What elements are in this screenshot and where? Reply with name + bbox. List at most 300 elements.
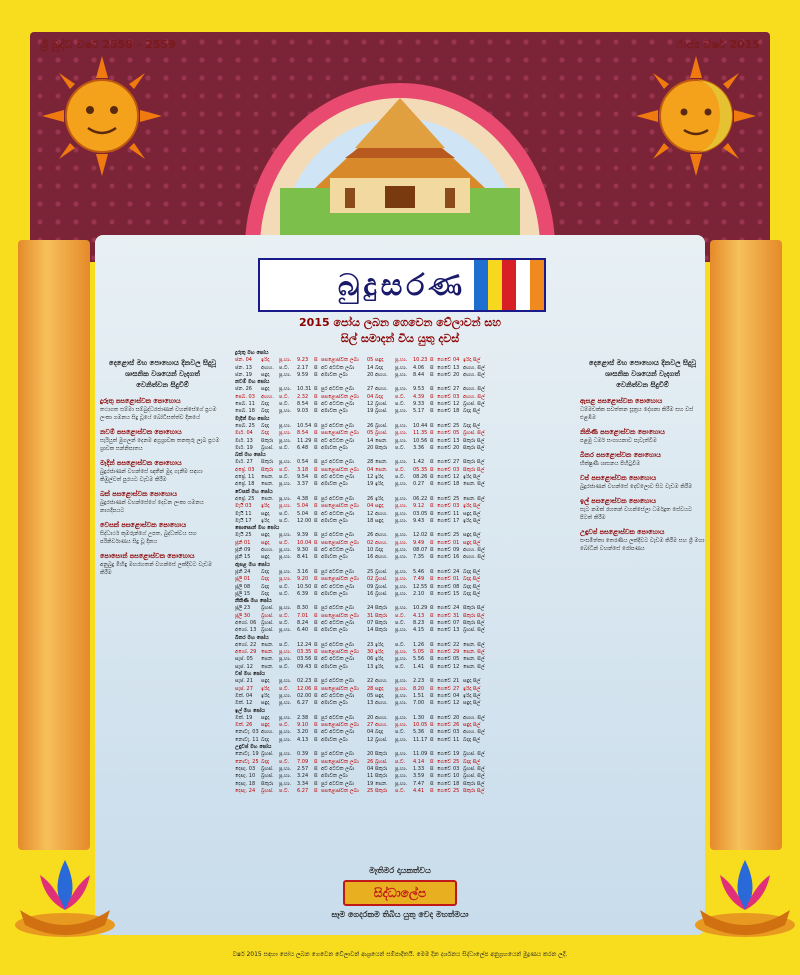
table-cell: පූ.භා. xyxy=(279,386,292,393)
table-cell: 04 xyxy=(453,692,460,699)
table-cell: 10.23 xyxy=(413,357,428,364)
table-cell: අප්‍රේ. 11 xyxy=(235,474,255,481)
table-cell: 10.54 xyxy=(297,422,312,429)
table-cell: 03 xyxy=(453,393,460,400)
table-cell: පූ.භා. xyxy=(279,773,292,780)
table-cell: අඟහ. සිල් xyxy=(463,547,485,554)
table-cell: පූ.භා. xyxy=(395,517,408,524)
table-cell: 4.38 xyxy=(297,495,309,502)
table-cell: අඟහ. xyxy=(261,393,274,400)
table-cell: සි xyxy=(430,692,434,699)
table-cell: පසළොස්වක ලබා xyxy=(321,466,359,473)
table-cell: පූ.භා. xyxy=(395,714,408,721)
table-row xyxy=(235,547,570,554)
sun-left-icon xyxy=(42,56,162,176)
table-row xyxy=(235,715,570,722)
table-cell: පූ.භා. xyxy=(279,692,292,699)
table-cell: සි xyxy=(430,751,434,758)
table-cell: ගෙවේ xyxy=(437,758,451,765)
table-cell: සි xyxy=(430,619,434,626)
table-cell: ප.ව. xyxy=(395,444,406,451)
table-cell: පූ.භා. xyxy=(279,481,292,488)
section-text: සිද්ධාර්ථ කුමරුන්ගේ උපත, බුද්ධත්වය සහ පරිනිර්වාණය සිදු වූ දිනය xyxy=(100,531,197,545)
section-heading: වප් පසළොස්වක පොහොය xyxy=(580,474,657,482)
table-cell: පූ.භා. xyxy=(279,357,292,364)
table-cell: ගෙවේ xyxy=(437,401,451,408)
table-cell: අඟහ. සිල් xyxy=(463,386,485,393)
table-cell: 2.57 xyxy=(297,765,309,772)
table-cell: දෙසැ. 18 xyxy=(235,780,256,787)
table-cell: 16 xyxy=(453,554,460,561)
table-cell: ප.ව. xyxy=(279,612,290,619)
table-cell: බදාදා සිල් xyxy=(463,568,481,575)
table-cell: 03.05 xyxy=(413,510,428,517)
table-cell: පූ.භා. xyxy=(279,547,292,554)
table-cell: 10.04 xyxy=(297,539,312,546)
sponsor-logo xyxy=(343,880,457,906)
table-cell: අඟහ. සිල් xyxy=(463,554,485,561)
table-cell: 19 ඉරිදා xyxy=(367,481,384,488)
table-cell: සි xyxy=(430,729,434,736)
table-row xyxy=(235,729,570,736)
table-cell: පූ.භා. xyxy=(279,495,292,502)
table-cell: 5.36 xyxy=(413,729,425,736)
right-panel-title xyxy=(580,358,705,391)
table-cell: 30 ඉරිදා xyxy=(367,649,384,656)
table-cell: පූ.භා. xyxy=(395,765,408,772)
table-cell: පූ.භා. xyxy=(279,751,292,758)
section-heading: නිකිණි පසළොස්වක පොහොය xyxy=(580,428,665,436)
table-cell: අව අටවක ලබා xyxy=(321,765,355,772)
table-cell: සි xyxy=(314,729,318,736)
table-cell: සි xyxy=(430,590,434,597)
table-cell: 06 ඉරිදා xyxy=(367,656,384,663)
table-cell: ජූලි 08 xyxy=(235,583,251,590)
table-cell: සි xyxy=(314,605,318,612)
table-cell: 12.00 xyxy=(297,517,312,524)
table-cell: සි xyxy=(314,357,318,364)
table-row xyxy=(235,620,570,627)
table-cell: ගෙවේ xyxy=(437,685,451,692)
table-cell: 05 xyxy=(453,430,460,437)
table-cell: සිකුරා xyxy=(261,466,274,473)
table-cell: ප.ව. xyxy=(279,401,290,408)
table-cell: අගෝ. 06 xyxy=(235,619,257,626)
table-cell: සි xyxy=(430,583,434,590)
table-cell: සි xyxy=(430,517,434,524)
section-heading: දුරුතු පසළොස්වක පොහොය xyxy=(100,397,181,405)
table-cell: සි xyxy=(430,656,434,663)
table-cell: 27 අඟහ. xyxy=(367,386,388,393)
table-cell: 14 සිකුරා xyxy=(367,627,388,634)
table-cell: 03 xyxy=(453,765,460,772)
table-row xyxy=(235,678,570,685)
table-row xyxy=(235,532,570,539)
table-cell: 22 xyxy=(453,641,460,648)
section-text: බුදුරජාණන් වහන්සේ දෙව්ලොව සිට වැඩම කිරීම xyxy=(580,484,693,490)
table-cell: 10.31 xyxy=(297,386,312,393)
table-cell: 19 සෙන. xyxy=(367,780,388,787)
table-cell: සිකුරා සිල් xyxy=(463,459,485,466)
table-cell: සි xyxy=(314,751,318,758)
table-cell: ජූලි 23 xyxy=(235,605,251,612)
table-cell: ප.ව. xyxy=(395,787,406,794)
table-cell: 6.27 xyxy=(297,787,309,794)
table-cell: 10 xyxy=(453,773,460,780)
table-cell: 25 xyxy=(453,422,460,429)
table-cell: ගෙවේ xyxy=(437,510,451,517)
table-cell: පසළොස්වක ලබා xyxy=(321,685,359,692)
table-cell: සි xyxy=(430,714,434,721)
table-cell: 07 xyxy=(453,619,460,626)
table-cell: 27 xyxy=(453,386,460,393)
table-cell: සිකුරා සිල් xyxy=(463,466,485,473)
table-cell: සි xyxy=(314,568,318,575)
table-cell: 20 අඟහ. xyxy=(367,371,388,378)
table-cell: 05 බ්‍රහස්. xyxy=(367,430,388,437)
section-text: ධම්මචක්ක පවත්තන සූත්‍රය දේශනා කිරීම සහ වස් එළඹීම xyxy=(580,407,694,421)
table-cell: 7.49 xyxy=(413,576,425,583)
table-row xyxy=(235,737,570,744)
table-row xyxy=(235,408,570,415)
table-cell: ජූනි 24 xyxy=(235,568,251,575)
table-cell: 11.35 xyxy=(413,430,428,437)
table-cell: 26 අඟහ. xyxy=(367,532,388,539)
table-cell: සි xyxy=(314,503,318,510)
table-cell: පූ.භා. xyxy=(279,430,292,437)
table-cell: ඉරිදා xyxy=(261,503,270,510)
table-cell: පූ.භා. xyxy=(395,554,408,561)
state-year: රාජ්‍ය වර්ෂ 2015 xyxy=(676,38,760,51)
month-heading: මැදින් මහ පෝය xyxy=(235,415,270,422)
buddhist-year: ශ්‍රී බුද්ධ වර්ෂ 2558 - 2559 xyxy=(40,38,176,51)
table-cell: මාර්. 19 xyxy=(235,444,253,451)
table-cell: සි xyxy=(430,532,434,539)
table-cell: 6.39 xyxy=(297,590,309,597)
table-cell: පුර අටවක ලබා xyxy=(321,641,354,648)
table-cell: පූ.භා. xyxy=(279,649,292,656)
table-cell: පූ.භා. xyxy=(395,583,408,590)
table-cell: පෙබ. 25 xyxy=(235,422,255,429)
table-cell: 11 xyxy=(453,510,460,517)
table-cell: අඟහ. සිල් xyxy=(463,729,485,736)
table-cell: ප.ව. xyxy=(395,474,406,481)
table-cell: පූ.භා. xyxy=(395,495,408,502)
table-cell: සඳුදා සිල් xyxy=(463,700,481,707)
table-cell: 17 xyxy=(453,517,460,524)
table-cell: 9.54 xyxy=(297,474,309,481)
table-cell: පූ.භා. xyxy=(395,357,408,364)
table-cell: සි xyxy=(314,590,318,597)
table-cell: බදාදා xyxy=(261,576,270,583)
table-cell: ඉරිදා සිල් xyxy=(463,503,481,510)
table-cell: ගෙවේ xyxy=(437,612,451,619)
table-cell: අමාවක ලබා xyxy=(321,371,348,378)
table-cell: ප.ව. xyxy=(395,612,406,619)
table-cell: සි xyxy=(430,539,434,546)
table-cell: 12 ඉරිදා xyxy=(367,474,384,481)
table-cell: 1.26 xyxy=(413,641,425,648)
table-cell: සිකුරා සිල් xyxy=(463,787,485,794)
table-cell: පූ.භා. xyxy=(279,765,292,772)
table-cell: සි xyxy=(314,437,318,444)
table-row xyxy=(235,554,570,561)
left-title-line: වෙනිත්වන සිදුවීම් xyxy=(136,381,189,389)
table-row xyxy=(235,394,570,401)
table-cell: 0.54 xyxy=(297,459,309,466)
table-cell: අමාවක ලබා xyxy=(321,773,348,780)
table-cell: පූ.භා. xyxy=(279,408,292,415)
table-cell: 2.32 xyxy=(297,393,309,400)
table-cell: 26 ඉරිදා xyxy=(367,495,384,502)
table-cell: ගෙවේ xyxy=(437,751,451,758)
table-cell: පූ.භා. xyxy=(279,678,292,685)
table-cell: නොවැ. 19 xyxy=(235,751,259,758)
table-cell: ගෙවේ xyxy=(437,386,451,393)
table-cell: අව අටවක ලබා xyxy=(321,656,355,663)
table-cell: 2.10 xyxy=(413,590,425,597)
table-cell: ගෙවේ xyxy=(437,474,451,481)
table-row xyxy=(235,503,570,510)
table-cell: සි xyxy=(430,386,434,393)
table-cell: අමාවක ලබා xyxy=(321,517,348,524)
table-cell: ප.ව. xyxy=(395,641,406,648)
table-row xyxy=(235,700,570,707)
table-cell: 14 බදාදා xyxy=(367,364,383,371)
table-cell: ගෙවේ xyxy=(437,773,451,780)
table-cell: පුර අටවක ලබා xyxy=(321,751,354,758)
table-cell: 3.18 xyxy=(297,466,309,473)
table-cell: පසළොස්වක ලබා xyxy=(321,722,359,729)
table-cell: 19 බ්‍රහස්. xyxy=(367,408,388,415)
table-row xyxy=(235,401,570,408)
table-cell: බදාදා xyxy=(261,430,270,437)
table-cell: 11.29 xyxy=(297,437,312,444)
table-cell: අව අටවක ලබා xyxy=(321,401,355,408)
table-cell: ගෙවේ xyxy=(437,568,451,575)
section-text: සංඝමිත්තා තෙරණිය ලක්දිවට වැඩම කිරීම සහ ශ්‍රී මහා බෝධීන් වහන්සේ රෝපණය xyxy=(580,538,705,552)
table-cell: 03 xyxy=(453,503,460,510)
sun-moon-right-icon xyxy=(636,56,756,176)
table-cell: සි xyxy=(430,510,434,517)
table-cell: 16 බ්‍රහස්. xyxy=(367,590,388,597)
table-cell: ගෙවේ xyxy=(437,619,451,626)
table-cell: සි xyxy=(314,583,318,590)
table-row xyxy=(235,459,570,466)
table-cell: 8.30 xyxy=(297,605,309,612)
table-cell: සිකුරා සිල් xyxy=(463,612,485,619)
table-cell: පූ.භා. xyxy=(279,532,292,539)
table-cell: සි xyxy=(430,503,434,510)
table-cell: 05 සඳුදා xyxy=(367,692,384,699)
table-cell: පූ.භා. xyxy=(395,430,408,437)
table-cell: මාර්. 13 xyxy=(235,437,253,444)
table-cell: 9.33 xyxy=(413,401,425,408)
table-cell: අමාවක ලබා xyxy=(321,627,348,634)
table-cell: සි xyxy=(430,481,434,488)
table-cell: සි xyxy=(314,401,318,408)
table-cell: සඳුදා සිල් xyxy=(463,510,481,517)
table-cell: ප.ව. xyxy=(279,364,290,371)
table-cell: අව අටවක ලබා xyxy=(321,729,355,736)
table-cell: 10.56 xyxy=(413,437,428,444)
table-cell: 12 බ්‍රහස්. xyxy=(367,401,388,408)
table-cell: 9.49 xyxy=(413,539,425,546)
table-cell: සි xyxy=(430,357,434,364)
table-cell: බ්‍රහස්. xyxy=(261,627,274,634)
table-row xyxy=(235,766,570,773)
table-row xyxy=(235,576,570,583)
table-cell: බදාදා xyxy=(261,401,270,408)
table-cell: 26 බ්‍රහස්. xyxy=(367,758,388,765)
right-sections xyxy=(580,397,705,553)
table-cell: පුර අටවක ලබා xyxy=(321,568,354,575)
table-cell: 16 අඟහ. xyxy=(367,554,388,561)
table-cell: ජූනි 15 xyxy=(235,554,251,561)
table-cell: 05 xyxy=(453,656,460,663)
table-cell: 03 xyxy=(453,729,460,736)
table-cell: බදාදා සිල් xyxy=(463,583,481,590)
table-cell: සිකුරා සිල් xyxy=(463,444,485,451)
table-cell: ගෙවේ xyxy=(437,649,451,656)
table-cell: ප.ව. xyxy=(279,466,290,473)
table-cell: සඳුදා xyxy=(261,722,270,729)
table-row xyxy=(235,386,570,393)
section-text: අනුබුදු මිහිඳු මහරහතන් වහන්සේ ලක්දිවට වැඩම කිරීම xyxy=(100,562,212,576)
table-cell: පූ.භා. xyxy=(395,481,408,488)
table-cell: සි xyxy=(430,437,434,444)
table-row xyxy=(235,788,570,795)
table-cell: ප.ව. xyxy=(395,619,406,626)
table-cell: අඟහ. සිල් xyxy=(463,364,485,371)
table-cell: ගෙවේ xyxy=(437,408,451,415)
table-cell: 27 අඟහ. xyxy=(367,722,388,729)
table-cell: පෙබ. 11 xyxy=(235,401,255,408)
table-cell: සඳුදා xyxy=(261,371,270,378)
table-cell: සි xyxy=(430,663,434,670)
table-cell: 03.56 xyxy=(297,656,312,663)
table-row xyxy=(235,627,570,634)
table-cell: 4.41 xyxy=(413,787,425,794)
table-cell: ප.ව. xyxy=(279,619,290,626)
table-cell: බ්‍රහස්. සිල් xyxy=(463,627,485,634)
table-cell: පූ.භා. xyxy=(395,364,408,371)
right-panel xyxy=(580,358,705,828)
table-cell: ප.ව. xyxy=(395,401,406,408)
table-cell: 7.47 xyxy=(413,780,425,787)
table-cell: 1.42 xyxy=(413,459,425,466)
table-cell: ජූලි 01 xyxy=(235,576,251,583)
table-cell: අව අටවක ලබා xyxy=(321,692,355,699)
table-cell: ගෙවේ xyxy=(437,787,451,794)
table-cell: 12 බ්‍රහස්. xyxy=(367,736,388,743)
table-cell: ජන. 13 xyxy=(235,364,252,371)
table-cell: 20 xyxy=(453,371,460,378)
table-cell: පූ.භා. xyxy=(395,605,408,612)
table-cell: 10.05 xyxy=(413,722,428,729)
table-cell: සි xyxy=(430,576,434,583)
table-cell: 5.46 xyxy=(413,568,425,575)
table-cell: පූ.භා. xyxy=(395,590,408,597)
table-cell: සි xyxy=(314,495,318,502)
table-cell: සැප්. 05 xyxy=(235,656,253,663)
table-cell: පූ.භා. xyxy=(279,780,292,787)
table-cell: පූ.භා. xyxy=(395,568,408,575)
table-cell: 03.35 xyxy=(297,649,312,656)
table-cell: සි xyxy=(314,765,318,772)
temple-illustration xyxy=(235,38,565,248)
table-cell: පූ.භා. xyxy=(395,503,408,510)
table-cell: ජන. 19 xyxy=(235,371,252,378)
table-cell: අමාවක ලබා xyxy=(321,554,348,561)
table-cell: 1.30 xyxy=(413,714,425,721)
table-cell: 12 xyxy=(453,401,460,408)
table-row xyxy=(235,430,570,437)
table-cell: ගෙවේ xyxy=(437,371,451,378)
table-cell: බදාදා සිල් xyxy=(463,590,481,597)
table-cell: 4.15 xyxy=(413,627,425,634)
table-cell: ප.ව. xyxy=(279,722,290,729)
table-cell: අව අටවක ලබා xyxy=(321,474,355,481)
table-cell: පූ.භා. xyxy=(395,386,408,393)
table-cell: සි xyxy=(430,459,434,466)
table-cell: බ්‍රහස්. xyxy=(261,605,274,612)
table-cell: ගෙවේ xyxy=(437,539,451,546)
table-cell: සි xyxy=(314,364,318,371)
table-cell: සි xyxy=(314,459,318,466)
table-cell: 3.16 xyxy=(297,568,309,575)
table-cell: 10 බදාදා xyxy=(367,547,383,554)
table-cell: සි xyxy=(314,576,318,583)
table-cell: 11.17 xyxy=(413,736,428,743)
month-heading: වෙසක් මහ පෝය xyxy=(235,488,273,495)
table-cell: 25 xyxy=(453,532,460,539)
table-cell: ප.ව. xyxy=(279,758,290,765)
table-cell: ඔක්. 12 xyxy=(235,700,253,707)
table-cell: 3.24 xyxy=(297,773,309,780)
table-cell: සඳුදා සිල් xyxy=(463,539,481,546)
table-cell: පුර අටවක ලබා xyxy=(321,459,354,466)
table-cell: සි xyxy=(430,554,434,561)
table-cell: අගෝ. 13 xyxy=(235,627,257,634)
table-cell: 01 xyxy=(453,576,460,583)
table-cell: සි xyxy=(430,700,434,707)
table-cell: ඉරිදා සිල් xyxy=(463,517,481,524)
table-cell: 13 ඉරිදා xyxy=(367,663,384,670)
table-cell: 20 සිකුරා xyxy=(367,444,388,451)
table-cell: 24 සිකුරා xyxy=(367,605,388,612)
right-title-line: ශාසනික වශයෙන් වැදගත් xyxy=(605,370,680,378)
table-cell: 13 xyxy=(453,364,460,371)
table-cell: සි xyxy=(430,780,434,787)
table-cell: පූ.භා. xyxy=(395,685,408,692)
table-cell: 8.41 xyxy=(297,554,309,561)
logo-text: බුදුසරණ xyxy=(337,267,467,303)
title-line-2: සිල් සමාදන් විය යුතු දවස් xyxy=(340,332,460,345)
table-cell: 9.03 xyxy=(297,408,309,415)
table-cell: මාර්. 27 xyxy=(235,459,253,466)
table-cell: ප.ව. xyxy=(279,539,290,546)
table-cell: සි xyxy=(430,401,434,408)
table-cell: සැප්. 21 xyxy=(235,678,253,685)
table-row xyxy=(235,773,570,780)
table-cell: සි xyxy=(314,627,318,634)
table-cell: ඔක්. 19 xyxy=(235,714,253,721)
table-cell: ගෙවේ xyxy=(437,641,451,648)
table-cell: අව අටවක ලබා xyxy=(321,364,355,371)
table-cell: 27 xyxy=(453,685,460,692)
table-cell: අමාවක ලබා xyxy=(321,590,348,597)
